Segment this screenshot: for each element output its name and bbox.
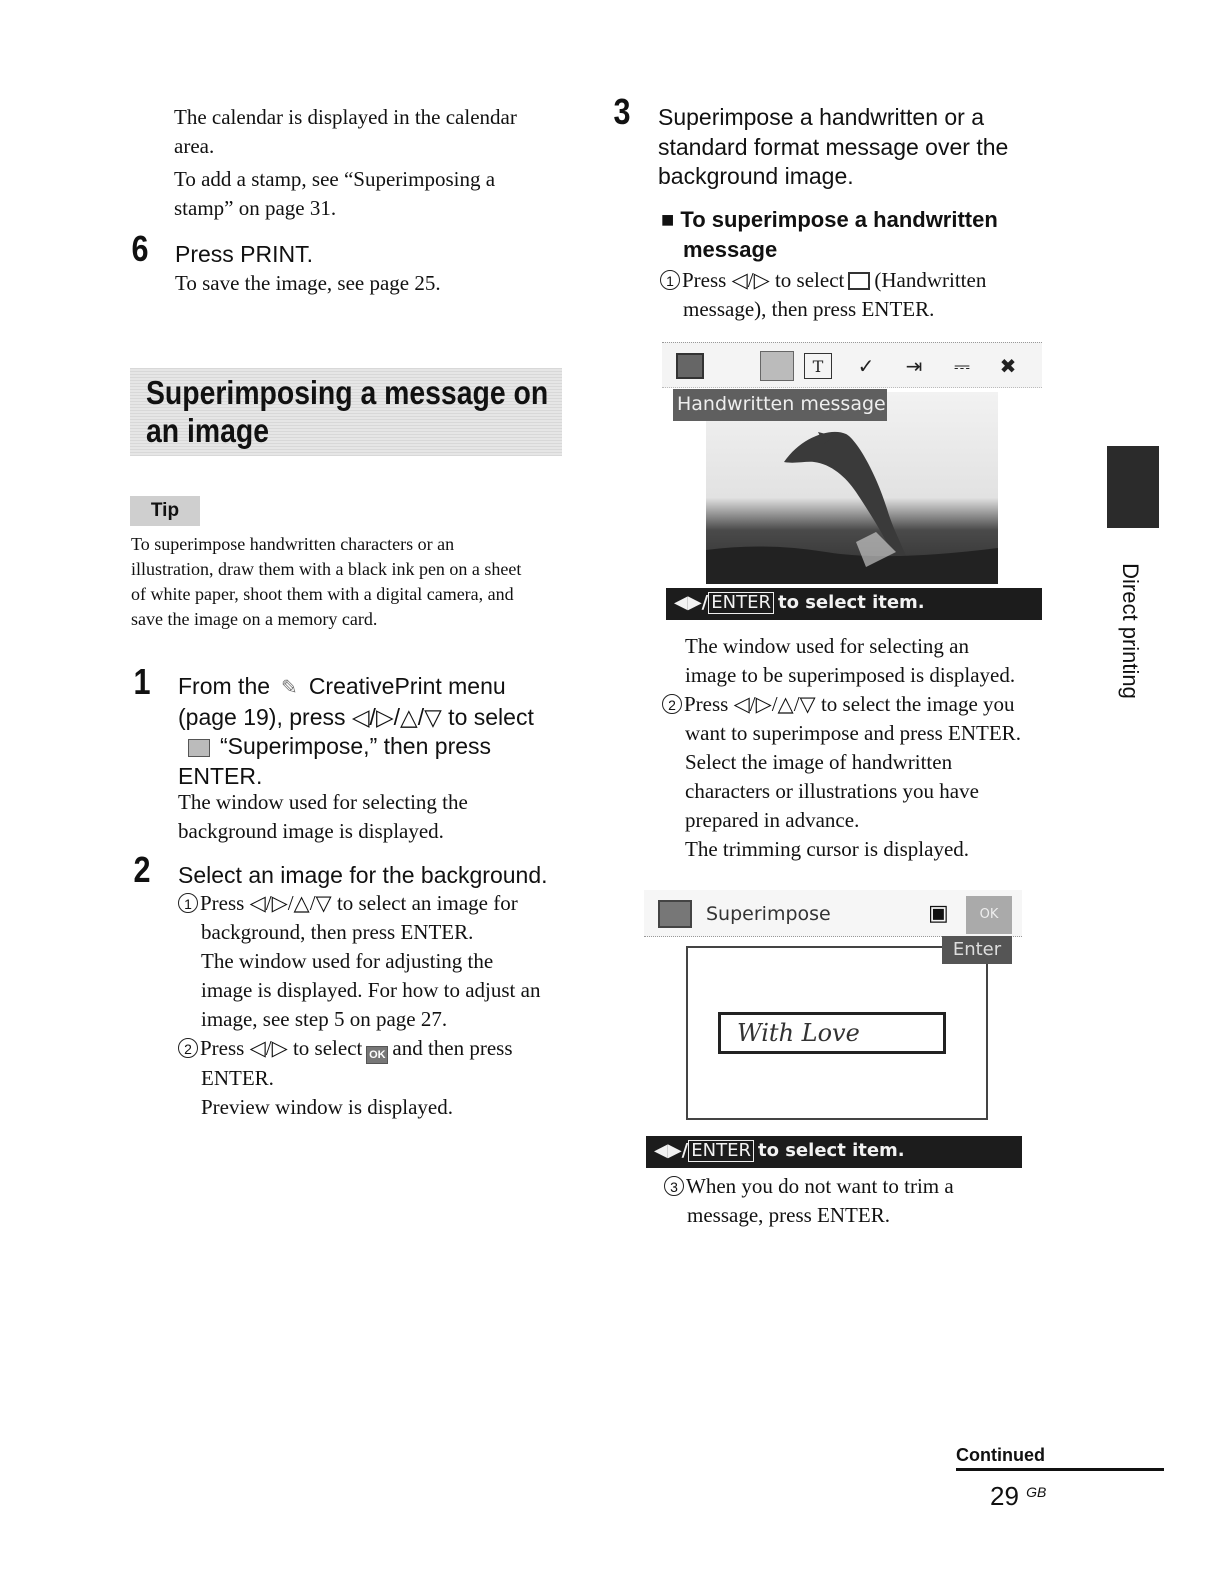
- enter-label: Enter: [942, 936, 1012, 964]
- step-2-line: background, then press ENTER.: [201, 920, 474, 944]
- tip-line: of white paper, shoot them with a digital camera, and: [131, 584, 514, 604]
- intro-line: To add a stamp, see “Superimposing a: [174, 167, 496, 191]
- step-2-line: image is displayed. For how to adjust an: [201, 978, 541, 1002]
- step-3-line: The window used for selecting an: [685, 634, 970, 658]
- circled-number: 2: [662, 694, 682, 714]
- step-3-title: [658, 103, 1058, 192]
- insert-icon[interactable]: ⇥: [905, 354, 923, 378]
- tip-label: Tip: [130, 496, 200, 526]
- step-1-text: [178, 788, 468, 846]
- sub-heading: [661, 205, 998, 265]
- step-6-number: 6: [131, 228, 149, 269]
- chapter-tab: [1107, 446, 1159, 528]
- step-3-line: characters or illustrations you have: [685, 779, 979, 803]
- step-3-c: [664, 1172, 1064, 1230]
- step-2-number: 2: [133, 849, 151, 890]
- step-1-text-line: background image is displayed.: [178, 819, 444, 843]
- step-2-line: and then press: [392, 1036, 513, 1060]
- step-3-line: want to superimpose and press ENTER.: [685, 721, 1021, 745]
- page-number: [990, 1476, 1046, 1512]
- section-title: [146, 374, 559, 450]
- print-icon[interactable]: ⎓: [954, 354, 970, 378]
- text-icon[interactable]: T: [804, 353, 832, 379]
- step-1-title: [178, 672, 578, 791]
- step-3-line: Select the image of handwritten: [685, 750, 953, 774]
- step-3-a: [660, 266, 1060, 324]
- image-icon[interactable]: [760, 351, 794, 381]
- step-6-text: To save the image, see page 25.: [175, 271, 441, 295]
- screen-hint-bar: [666, 588, 1042, 620]
- step-3-title-line: background image.: [658, 163, 854, 189]
- step-3-title-line: standard format message over the: [658, 133, 1009, 160]
- step-2-line: The window used for adjusting the: [201, 949, 494, 973]
- sub-heading-line: ■ To superimpose a handwritten: [661, 207, 998, 232]
- enter-key-icon: ENTER: [688, 1140, 754, 1162]
- section-title-line: Superimposing a message on: [146, 374, 549, 411]
- step-1-title-text: ENTER.: [178, 762, 263, 789]
- close-icon[interactable]: ✖: [999, 354, 1017, 378]
- tip-text: [131, 532, 571, 632]
- step-3-line: message), then press ENTER.: [683, 297, 935, 321]
- page-suffix: GB: [1026, 1484, 1047, 1500]
- step-3-line: Press ◁/▷/△/▽ to select the image you: [684, 692, 1015, 716]
- step-1-title-text: CreativePrint menu: [308, 673, 506, 699]
- step-2-line: Press ◁/▷/△/▽ to select an image for: [200, 891, 518, 915]
- step-1-text-line: The window used for selecting the: [178, 790, 468, 814]
- enter-key-icon: ENTER: [708, 592, 774, 614]
- footer-rule: [956, 1468, 1164, 1471]
- step-3-line: The trimming cursor is displayed.: [685, 837, 970, 861]
- ok-icon: OK: [366, 1046, 388, 1064]
- step-3-number: 3: [613, 91, 631, 132]
- intro-text: [174, 103, 574, 223]
- step-3-line: prepared in advance.: [685, 808, 860, 832]
- step-1-number: 1: [133, 661, 151, 702]
- brush-icon[interactable]: ✓: [857, 354, 875, 378]
- step-2-line: ENTER.: [201, 1066, 274, 1090]
- tip-line: To superimpose handwritten characters or an: [131, 534, 455, 554]
- step-1-title-text: From the: [178, 673, 271, 699]
- add-frame-icon[interactable]: ▣: [928, 901, 949, 926]
- step-3-line: image to be superimposed is displayed.: [685, 663, 1016, 687]
- step-6-title: Press PRINT.: [175, 241, 314, 267]
- step-2-title: Select an image for the background.: [178, 862, 548, 888]
- circled-number: 2: [178, 1038, 198, 1058]
- step-1-title-text: (page 19), press ◁/▷/△/▽ to select: [178, 703, 534, 730]
- superimpose-icon: [188, 739, 210, 757]
- step-3-line: message, press ENTER.: [687, 1203, 890, 1227]
- chapter-label: Direct printing: [1118, 563, 1143, 699]
- hint-text: to select item.: [757, 1140, 905, 1161]
- superimpose-toolbar: [644, 890, 1022, 937]
- circled-number: 3: [664, 1176, 684, 1196]
- tip-line: save the image on a memory card.: [131, 609, 378, 629]
- creative-print-icon: ✎: [281, 675, 298, 699]
- section-title-line: an image: [146, 412, 270, 449]
- superimpose-title: Superimpose: [706, 903, 831, 925]
- circled-number: 1: [660, 270, 680, 290]
- step-3-line: Press ◁/▷ to select: [682, 268, 845, 292]
- step-2-body: [178, 889, 578, 1122]
- intro-line: The calendar is displayed in the calendar: [174, 105, 517, 129]
- step-3-line: When you do not want to trim a: [686, 1174, 954, 1198]
- step-2-line: Press ◁/▷ to select: [200, 1036, 363, 1060]
- step-3-line: (Handwritten: [874, 268, 987, 292]
- step-2-line: Preview window is displayed.: [201, 1095, 453, 1119]
- circled-number: 1: [178, 893, 198, 913]
- tip-line: illustration, draw them with a black ink pen on a sheet: [131, 559, 522, 579]
- handwritten-icon[interactable]: [676, 353, 704, 379]
- screen-toolbar: [662, 342, 1042, 388]
- trim-message-box[interactable]: With Love: [718, 1012, 946, 1054]
- page-number-value: 29: [990, 1481, 1019, 1511]
- step-1-title-text: “Superimpose,” then press: [220, 733, 492, 759]
- ok-button[interactable]: OK: [966, 896, 1012, 934]
- step-3-title-line: Superimpose a handwritten or a: [658, 104, 985, 130]
- screen-hint-bar: [646, 1136, 1022, 1168]
- arrow-keys-icon: ◀▶/: [654, 1140, 689, 1161]
- sub-heading-line: message: [683, 237, 778, 262]
- step-2-line: image, see step 5 on page 27.: [201, 1007, 448, 1031]
- handwritten-message-icon: [848, 272, 870, 290]
- intro-line: stamp” on page 31.: [174, 196, 337, 220]
- handwritten-icon: [658, 900, 692, 928]
- intro-line: area.: [174, 134, 215, 158]
- step-3-b: [662, 632, 1062, 864]
- arrow-keys-icon: ◀▶/: [674, 592, 709, 613]
- handwritten-message-label: Handwritten message: [673, 389, 887, 421]
- continued-label: Continued: [956, 1445, 1045, 1465]
- hint-text: to select item.: [777, 592, 925, 613]
